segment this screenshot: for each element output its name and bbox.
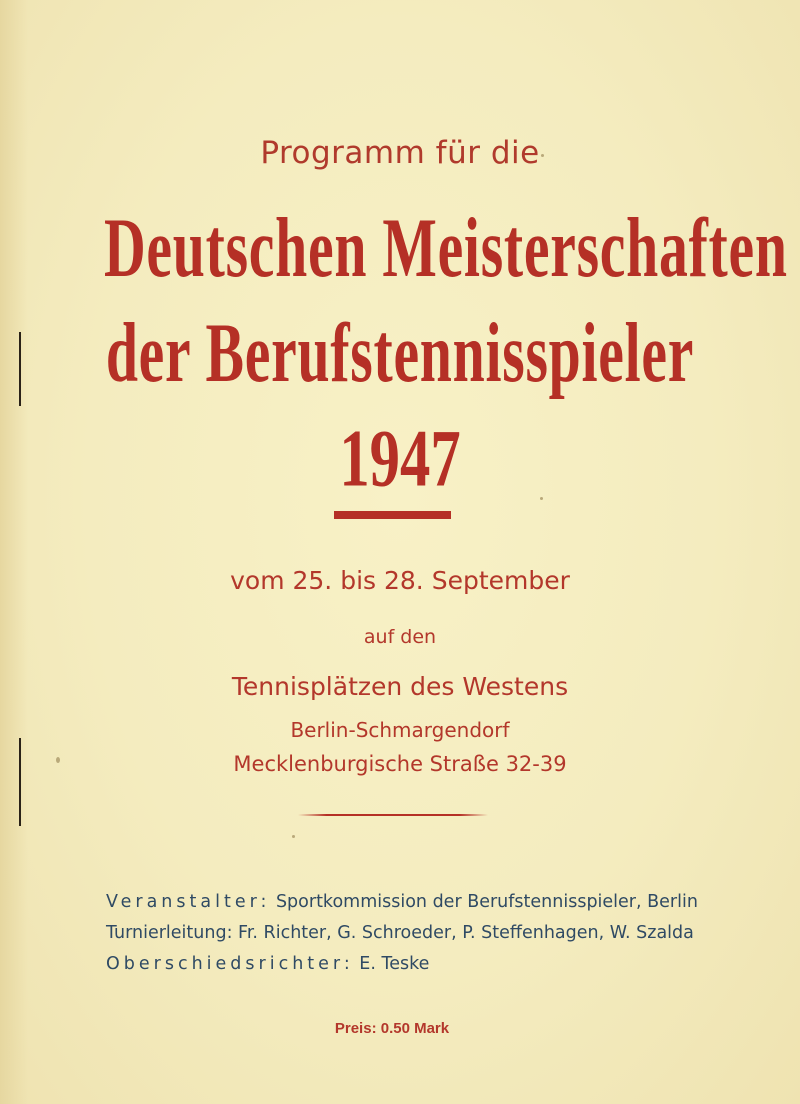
credit-label: Oberschiedsrichter: bbox=[106, 954, 354, 974]
credit-line-referee bbox=[106, 949, 766, 980]
connector-text: auf den bbox=[363, 626, 437, 648]
credit-value: Fr. Richter, G. Schroeder, P. Steffenhagen, W. Szalda bbox=[238, 923, 694, 943]
event-dates: vom 25. bis 28. September bbox=[230, 566, 570, 595]
credit-value: Sportkommission der Berufstennisspieler, Berlin bbox=[275, 892, 698, 912]
paper-speck bbox=[292, 835, 295, 838]
venue-name: Tennisplätzen des Westens bbox=[231, 672, 569, 701]
section-divider bbox=[298, 814, 488, 816]
intro-line: Programm für die bbox=[260, 135, 540, 171]
headline-line-1: Deutschen Meisterschaften bbox=[104, 200, 788, 295]
credit-value: E. Teske bbox=[359, 954, 430, 974]
credit-line-organizer bbox=[106, 887, 766, 918]
credits-block bbox=[106, 887, 766, 980]
event-year: 1947 bbox=[339, 413, 461, 505]
headline-line-2: der Berufstennisspieler bbox=[105, 305, 695, 400]
year-underline bbox=[334, 511, 451, 519]
credit-label: Turnierleitung: bbox=[106, 923, 233, 943]
venue-district: Berlin-Schmargendorf bbox=[290, 718, 510, 742]
price-text: Preis: 0.50 Mark bbox=[334, 1020, 450, 1037]
binding-mark bbox=[19, 332, 21, 406]
credit-label: Veranstalter: bbox=[106, 892, 271, 912]
venue-street: Mecklenburgische Straße 32-39 bbox=[233, 752, 567, 776]
credit-line-tournament-direction bbox=[106, 918, 766, 949]
